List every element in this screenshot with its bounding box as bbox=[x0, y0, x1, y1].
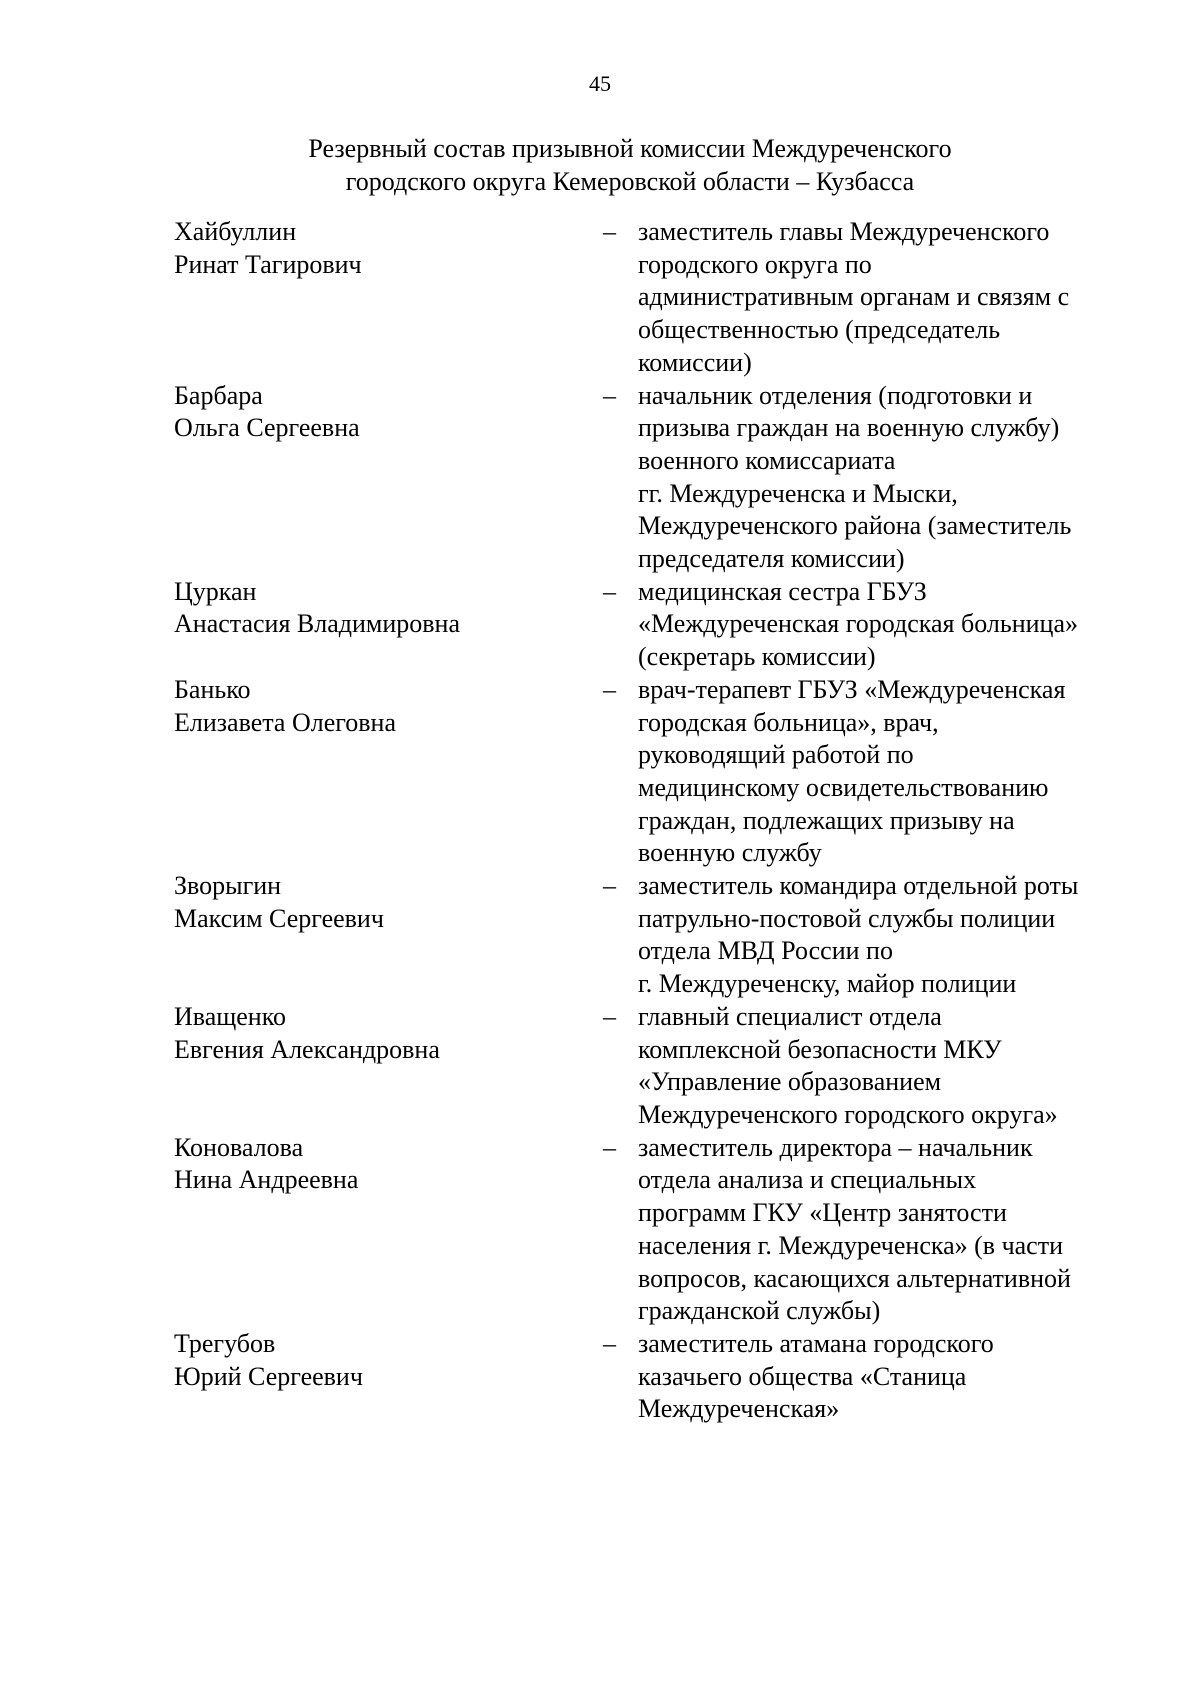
member-given-names: Евгения Александровна bbox=[174, 1034, 440, 1064]
member-role: медицинская сестра ГБУЗ «Междуреченская городская больница» (секретарь комиссии) bbox=[638, 576, 1078, 672]
member-role: заместитель главы Междуреченского городского округа по административным органам и связям с общественностью (председатель комиссии) bbox=[638, 217, 1070, 377]
member-dash: – bbox=[603, 1132, 616, 1162]
member-role: главный специалист отдела комплексной безопасности МКУ «Управление образованием Междуреченского городского округа» bbox=[638, 1001, 1058, 1129]
member-entry bbox=[174, 380, 1114, 576]
member-dash: – bbox=[603, 674, 616, 704]
title-line: городского округа Кемеровской области – Кузбасса bbox=[345, 167, 915, 196]
member-role: заместитель директора – начальник отдела анализа и специальных программ ГКУ «Центр занятости населения г. Междуреченска» (в части вопросов, касающихся альтернативной гражданской службы) bbox=[638, 1132, 1071, 1326]
member-dash: – bbox=[603, 380, 616, 410]
member-dash: – bbox=[603, 1328, 616, 1358]
member-given-names: Юрий Сергеевич bbox=[174, 1361, 363, 1391]
member-entry bbox=[174, 674, 1114, 870]
member-given-names: Анастасия Владимировна bbox=[174, 609, 460, 639]
member-surname: Зворыгин bbox=[174, 871, 282, 901]
member-role: начальник отделения (подготовки и призыва граждан на военную службу) военного комиссариата гг. Междуреченска и Мыски, Междуреченского района (заместитель председателя комиссии) bbox=[638, 380, 1072, 574]
member-role: заместитель атамана городского казачьего общества «Станица Междуреченская» bbox=[638, 1328, 994, 1424]
member-entry bbox=[174, 576, 1114, 674]
member-given-names: Ольга Сергеевна bbox=[174, 413, 360, 443]
member-role: заместитель командира отдельной роты патрульно-постовой службы полиции отдела МВД России по г. Междуреченску, майор полиции bbox=[638, 871, 1079, 999]
page-number: 45 bbox=[589, 71, 611, 96]
member-surname: Коновалова bbox=[174, 1132, 304, 1162]
member-name bbox=[174, 1328, 574, 1426]
member-entry bbox=[174, 870, 1114, 1001]
member-name bbox=[174, 1132, 574, 1328]
member-given-names: Нина Андреевна bbox=[174, 1165, 359, 1195]
member-given-names: Елизавета Олеговна bbox=[174, 707, 397, 737]
member-dash: – bbox=[603, 576, 616, 606]
member-entry bbox=[174, 1328, 1114, 1426]
member-name bbox=[174, 576, 574, 674]
member-entry bbox=[174, 216, 1114, 380]
member-given-names: Ринат Тагирович bbox=[174, 249, 362, 279]
member-entry bbox=[174, 1001, 1114, 1132]
member-given-names: Максим Сергеевич bbox=[174, 903, 384, 933]
member-name bbox=[174, 870, 574, 1001]
member-dash: – bbox=[603, 1001, 616, 1031]
member-surname: Хайбуллин bbox=[174, 217, 297, 246]
member-dash: – bbox=[603, 217, 616, 246]
member-name bbox=[174, 1001, 574, 1132]
document-title bbox=[150, 132, 1110, 198]
member-name bbox=[174, 216, 574, 380]
member-name bbox=[174, 674, 574, 870]
members-list bbox=[174, 216, 1114, 1426]
member-surname: Иващенко bbox=[174, 1001, 287, 1031]
member-surname: Трегубов bbox=[174, 1328, 276, 1358]
member-surname: Цуркан bbox=[174, 576, 257, 606]
title-line: Резервный состав призывной комиссии Междуреченского bbox=[308, 134, 952, 163]
member-surname: Барбара bbox=[174, 380, 263, 410]
member-entry bbox=[174, 1132, 1114, 1328]
member-dash: – bbox=[603, 871, 616, 901]
member-role: врач-терапевт ГБУЗ «Междуреченская городская больница», врач, руководящий работой по медицинскому освидетельствованию граждан, подлежащих призыву на военную службу bbox=[638, 674, 1066, 868]
member-name bbox=[174, 380, 574, 576]
member-surname: Банько bbox=[174, 674, 251, 704]
